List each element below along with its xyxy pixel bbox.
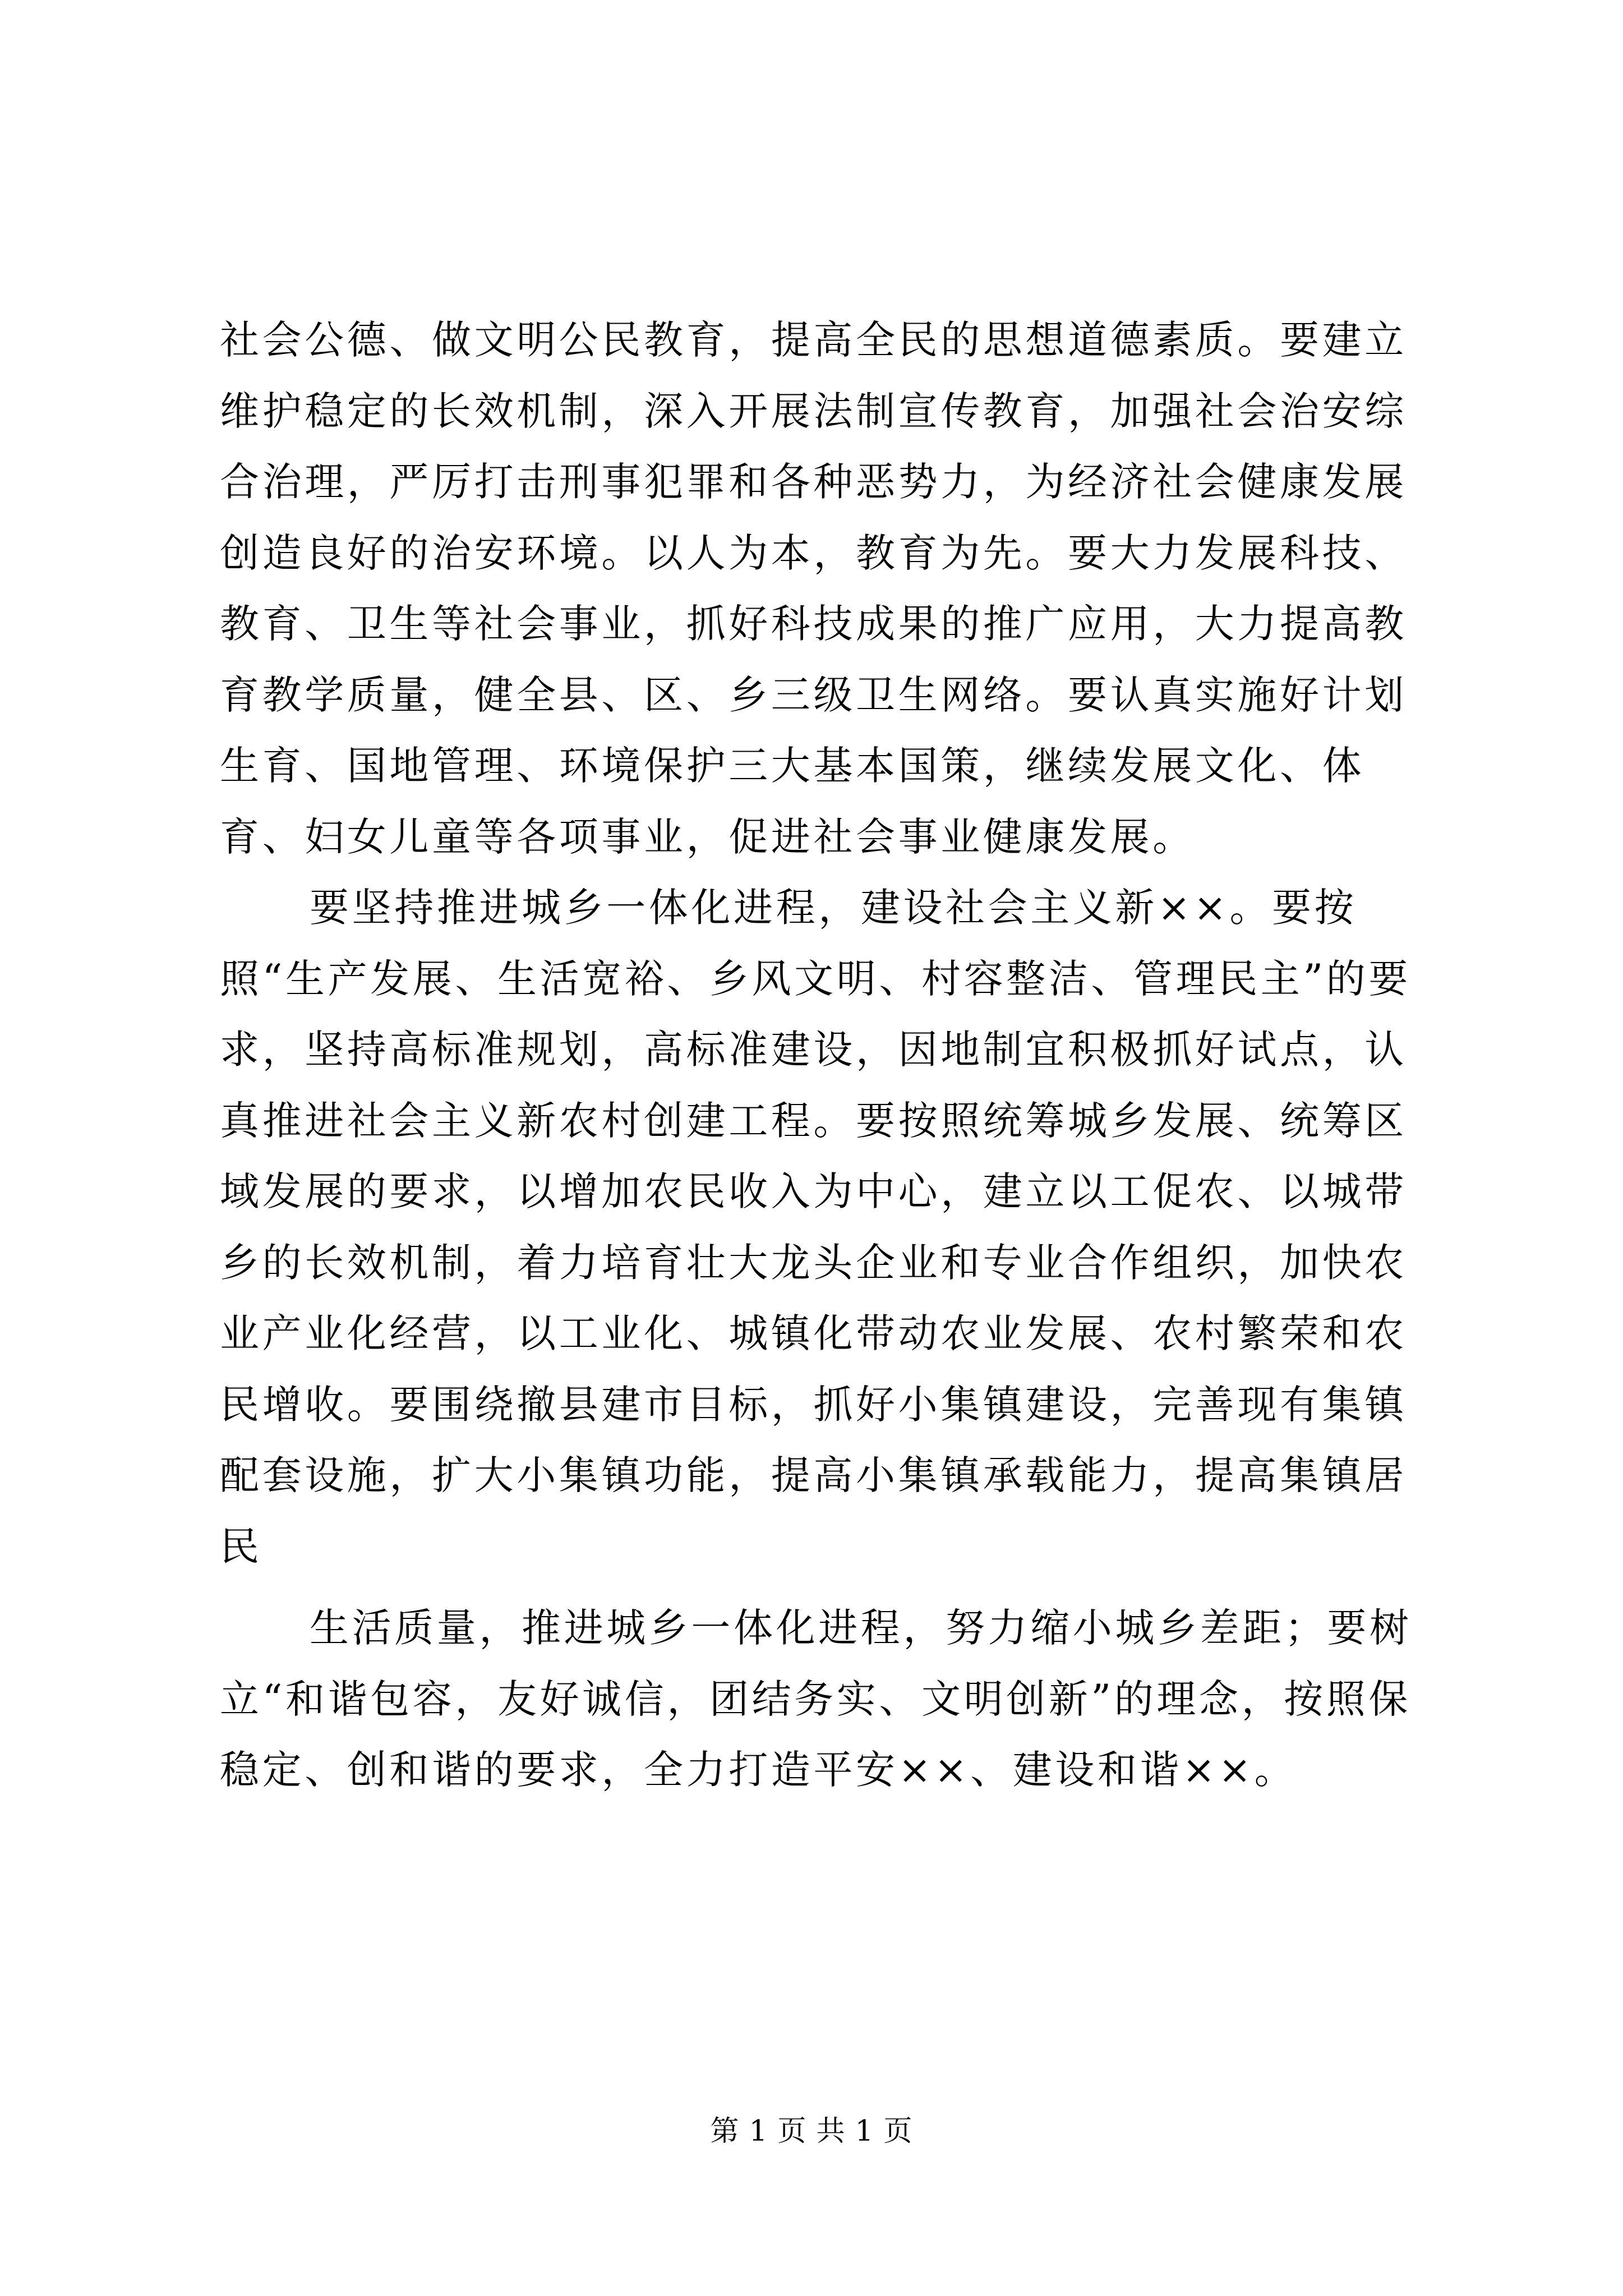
paragraph-3: 生活质量，推进城乡一体化进程，努力缩小城乡差距；要树立“和谐包容，友好诚信，团结务实、文明创新”的理念，按照保稳定、创和谐的要求，全力打造平安××、建设和谐××。 (220, 1605, 1412, 1793)
paragraph-1: 社会公德、做文明公民教育，提高全民的思想道德素质。要建立维护稳定的长效机制，深入开展法制宣传教育，加强社会治安综合治理，严厉打击刑事犯罪和各种恶势力，为经济社会健康发展创造良好的治安环境。以人为本，教育为先。要大力发展科技、教育、卫生等社会事业，抓好科技成果的推广应用，大力提高教育教学质量，健全县、区、乡三级卫生网络。要认真实施好计划生育、国地管理、环境保护三大基本国策，继续发展文化、体育、妇女儿童等各项事业，促进社会事业健康发展。 (220, 317, 1407, 860)
paragraph-2: 要坚持推进城乡一体化进程，建设社会主义新××。要按照“生产发展、生活宽裕、乡风文明、村容整洁、管理民主”的要求，坚持高标准规划，高标准建设，因地制宜积极抓好试点，认真推进社会主义新农村创建工程。要按照统筹城乡发展、统筹区域发展的要求，以增加农民收入为中心，建立以工促农、以城带乡的长效机制，着力培育壮大龙头企业和专业合作组织，加快农业产业化经营，以工业化、城镇化带动农业发展、农村繁荣和农民增收。要围绕撤县建市目标，抓好小集镇建设，完善现有集镇配套设施，扩大小集镇功能，提高小集镇承载能力，提高集镇居民 (220, 885, 1411, 1570)
page-footer: 第 1 页 共 1 页 (710, 2115, 913, 2148)
document-body (220, 305, 1426, 1806)
